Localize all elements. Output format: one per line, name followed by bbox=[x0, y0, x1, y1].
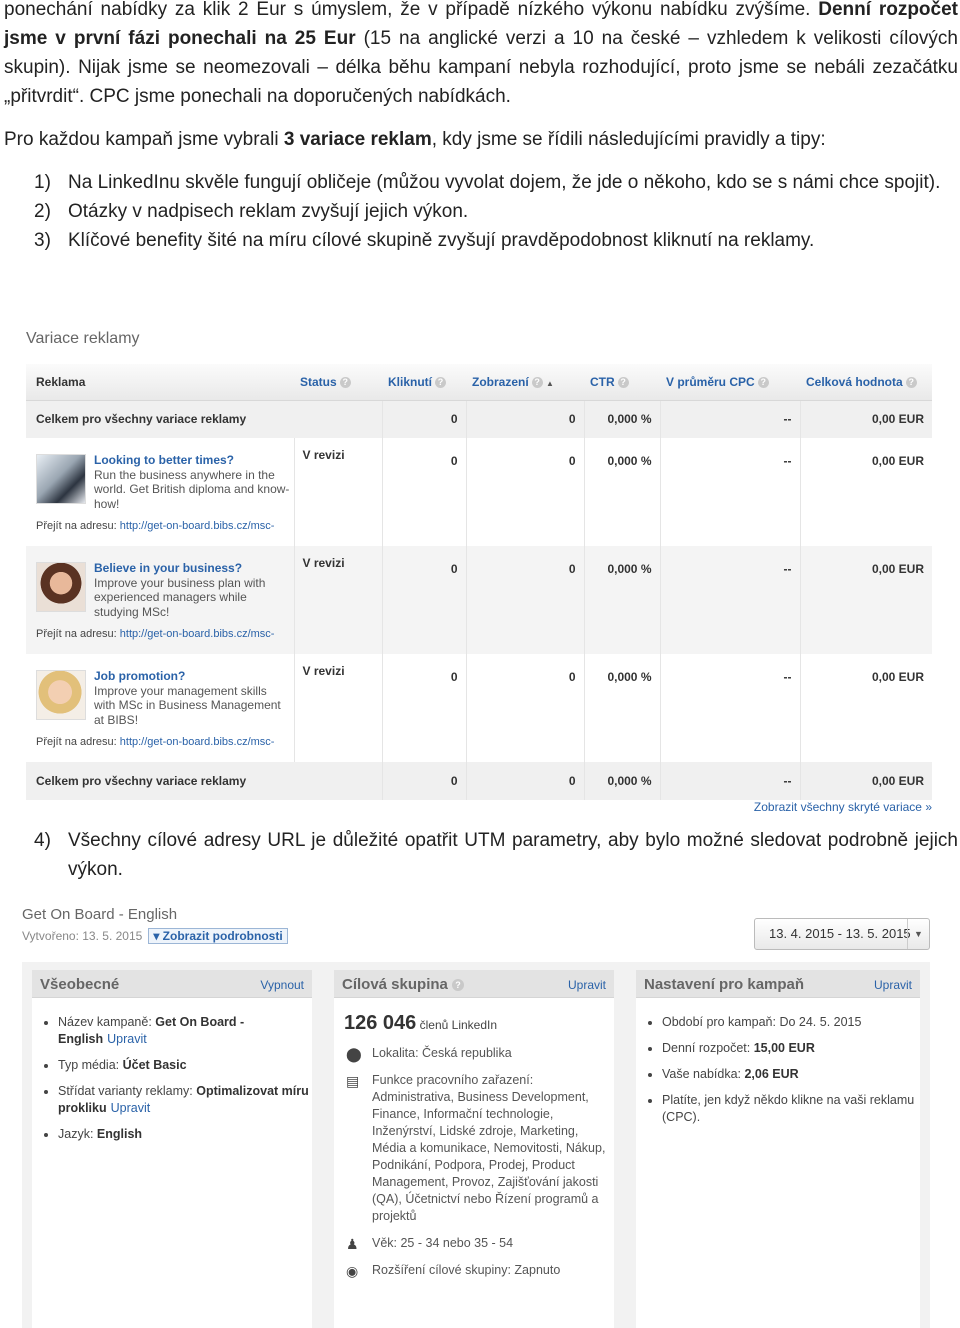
list-item bbox=[58, 1057, 312, 1074]
total-impressions: 0 bbox=[466, 762, 584, 800]
ad-url bbox=[36, 520, 292, 532]
ad-status: V revizi bbox=[294, 654, 382, 762]
total-clicks: 0 bbox=[382, 400, 466, 438]
criteria-location bbox=[334, 1045, 606, 1062]
ad-value: 0,00 EUR bbox=[800, 546, 932, 654]
panel-title: Nastavení pro kampaň bbox=[644, 976, 805, 993]
paragraph-variants bbox=[4, 125, 958, 154]
url-link[interactable]: http://get-on-board.bibs.cz/msc- bbox=[119, 520, 275, 532]
tips-list bbox=[0, 168, 958, 255]
audience-size bbox=[334, 998, 614, 1035]
col-status[interactable] bbox=[294, 364, 382, 400]
members-label: členů LinkedIn bbox=[416, 1018, 498, 1032]
list-item bbox=[0, 226, 958, 255]
criteria-text: Rozšíření cílové skupiny: Zapnuto bbox=[372, 1263, 561, 1277]
item-label: Typ média: bbox=[58, 1058, 123, 1072]
list-item bbox=[662, 1092, 920, 1126]
total-clicks: 0 bbox=[382, 762, 466, 800]
col-ctr[interactable] bbox=[584, 364, 660, 400]
expand-icon: ◉ bbox=[346, 1263, 359, 1279]
ad-text bbox=[94, 669, 290, 727]
help-icon[interactable]: ? bbox=[758, 377, 769, 388]
panel-general bbox=[32, 970, 312, 1328]
ad-text bbox=[94, 561, 290, 619]
button-label: Zobrazit podrobnosti bbox=[162, 929, 283, 943]
ad-impressions: 0 bbox=[466, 438, 584, 546]
criteria-age bbox=[334, 1235, 606, 1252]
turn-off-link[interactable]: Vypnout bbox=[260, 978, 304, 992]
criteria-expansion bbox=[334, 1262, 606, 1279]
item-label: Název kampaně: bbox=[58, 1015, 156, 1029]
text-run: ponechání nabídky za klik 2 Eur s úmyslem, že v případě nízkého výkonu nabídku zvýšíme. bbox=[4, 0, 819, 20]
url-label: Přejít na adresu: bbox=[36, 520, 117, 532]
edit-link[interactable]: Upravit bbox=[110, 1101, 151, 1115]
item-label: Střídat varianty reklamy: bbox=[58, 1084, 197, 1098]
panel-title: Všeobecné bbox=[40, 976, 120, 993]
ad-impressions: 0 bbox=[466, 654, 584, 762]
item-value: Účet Basic bbox=[122, 1058, 187, 1072]
panel-audience bbox=[334, 970, 614, 1328]
ad-title[interactable]: Believe in your business? bbox=[94, 561, 243, 575]
ad-value: 0,00 EUR bbox=[800, 438, 932, 546]
list-text: Všechny cílové adresy URL je důležité opatřit UTM parametry, aby bylo možné sledovat podrobně jejich výkon. bbox=[68, 830, 958, 880]
help-icon[interactable]: ? bbox=[435, 377, 446, 388]
list-number: 3) bbox=[34, 230, 51, 251]
item-label: Období pro kampaň: bbox=[662, 1015, 780, 1029]
campaign-screenshot bbox=[20, 900, 934, 1328]
ad-url bbox=[36, 736, 292, 748]
help-icon[interactable]: ? bbox=[452, 979, 464, 991]
total-ctr: 0,000 % bbox=[584, 400, 660, 438]
list-item bbox=[662, 1066, 920, 1083]
total-value: 0,00 EUR bbox=[800, 400, 932, 438]
ad-clicks: 0 bbox=[382, 654, 466, 762]
url-link[interactable]: http://get-on-board.bibs.cz/msc- bbox=[119, 628, 275, 640]
list-number: 4) bbox=[34, 830, 51, 851]
item-label: Jazyk: bbox=[58, 1127, 97, 1141]
general-list bbox=[32, 998, 312, 1143]
ad-variants-table bbox=[26, 364, 932, 800]
table-row-total bbox=[26, 762, 932, 800]
ad-preview[interactable] bbox=[26, 654, 294, 762]
list-item bbox=[662, 1040, 920, 1057]
ad-ctr: 0,000 % bbox=[584, 654, 660, 762]
list-text: Otázky v nadpisech reklam zvyšují jejich výkon. bbox=[68, 201, 469, 222]
table-row bbox=[26, 546, 932, 654]
ad-status: V revizi bbox=[294, 438, 382, 546]
item-value: 2,06 EUR bbox=[744, 1067, 799, 1081]
criteria-job-function bbox=[334, 1072, 606, 1225]
ad-description: Improve your business plan with experienced managers while studying MSc! bbox=[94, 575, 266, 619]
ad-url bbox=[36, 628, 292, 640]
ad-image bbox=[36, 670, 86, 720]
col-label: CTR bbox=[590, 374, 615, 389]
date-range-picker[interactable] bbox=[754, 918, 930, 950]
col-impressions[interactable] bbox=[466, 364, 584, 400]
id-card-icon: ▤ bbox=[346, 1073, 360, 1089]
list-item bbox=[0, 197, 958, 226]
ad-cpc: -- bbox=[660, 438, 800, 546]
panel-title bbox=[342, 976, 464, 993]
campaign-name: Get On Board - English bbox=[22, 906, 178, 923]
members-count: 126 046 bbox=[344, 1012, 417, 1034]
caret-down-icon: ▾ bbox=[153, 929, 163, 943]
ad-preview[interactable] bbox=[26, 546, 294, 654]
criteria-text: Funkce pracovního zařazení: Administrativa, Business Development, Finance, Informační technologie, Inženýrství, Lidské zdroje, Marketing, Média a komunikace, Nemovitosti, Nákup, Podnikání, Podpora, Prodej, Product Management, Provoz, Zajišťování jakosti (QA), Účetnictví nebo Řízení programů a projektů bbox=[372, 1073, 606, 1223]
criteria-text: Věk: 25 - 34 nebo 35 - 54 bbox=[372, 1236, 514, 1250]
ad-cpc: -- bbox=[660, 546, 800, 654]
col-label: Status bbox=[300, 374, 337, 389]
panel-campaign-settings bbox=[636, 970, 920, 1328]
show-details-button[interactable] bbox=[148, 928, 287, 944]
edit-link[interactable]: Upravit bbox=[873, 978, 912, 992]
panel-header bbox=[334, 970, 614, 998]
campaign-panels bbox=[22, 962, 930, 1328]
ad-image bbox=[36, 454, 86, 504]
total-label: Celkem pro všechny variace reklamy bbox=[26, 762, 382, 800]
help-icon[interactable]: ? bbox=[618, 377, 629, 388]
ad-impressions: 0 bbox=[466, 546, 584, 654]
col-ad[interactable]: Reklama bbox=[26, 364, 294, 400]
total-impressions: 0 bbox=[466, 400, 584, 438]
ad-description: Improve your management skills with MSc in Business Management at BIBS! bbox=[94, 683, 281, 727]
ad-clicks: 0 bbox=[382, 546, 466, 654]
col-total-value[interactable] bbox=[800, 364, 932, 400]
criteria-text: Lokalita: Česká republika bbox=[372, 1046, 512, 1060]
total-cpc: -- bbox=[660, 400, 800, 438]
item-value: Optimalizovat míru prokliku bbox=[58, 1084, 309, 1115]
url-label: Přejít na adresu: bbox=[36, 628, 117, 640]
created-date: Vytvořeno: 13. 5. 2015 bbox=[22, 929, 143, 943]
ad-ctr: 0,000 % bbox=[584, 546, 660, 654]
item-label: Vaše nabídka: bbox=[662, 1067, 745, 1081]
help-icon[interactable]: ? bbox=[906, 377, 917, 388]
item-label: Denní rozpočet: bbox=[662, 1041, 754, 1055]
ad-title[interactable]: Looking to better times? bbox=[94, 453, 235, 467]
text-run: (15 na anglické verzi a 10 na české – vzhledem k velikosti cílových skupin). Nijak jsme se neomezovali – délka běhu kampaní nebyla rozhodující, proto jsme se nebáli zezačátku „přitvrdit“. CPC jsme ponechali na doporučených nabídkách. bbox=[4, 28, 958, 107]
section-title: Variace reklamy bbox=[26, 330, 140, 347]
tips-list-continued bbox=[0, 826, 958, 884]
list-item bbox=[58, 1126, 312, 1143]
chevron-down-icon: ▼ bbox=[907, 919, 929, 949]
show-hidden-variants-link[interactable]: Zobrazit všechny skryté variace » bbox=[753, 800, 932, 814]
map-pin-icon: ⬤ bbox=[346, 1046, 362, 1062]
item-label: Platíte, jen když někdo klikne na vaši reklamu (CPC). bbox=[662, 1093, 915, 1124]
total-value: 0,00 EUR bbox=[800, 762, 932, 800]
panel-header bbox=[32, 970, 312, 998]
bold-run: 3 variace reklam bbox=[283, 129, 432, 150]
col-label: Zobrazení bbox=[472, 374, 529, 389]
table-row-total bbox=[26, 400, 932, 438]
ad-variants-screenshot bbox=[24, 322, 936, 822]
total-cpc: -- bbox=[660, 762, 800, 800]
paragraph-budget bbox=[4, 0, 958, 111]
text-run: , kdy jsme se řídili následujícími pravidly a tipy: bbox=[431, 129, 826, 150]
table-row bbox=[26, 654, 932, 762]
col-clicks[interactable] bbox=[382, 364, 466, 400]
url-label: Přejít na adresu: bbox=[36, 736, 117, 748]
table-header-row bbox=[26, 364, 932, 400]
ad-title[interactable]: Job promotion? bbox=[94, 669, 186, 683]
ad-cpc: -- bbox=[660, 654, 800, 762]
ad-value: 0,00 EUR bbox=[800, 654, 932, 762]
settings-list bbox=[636, 998, 920, 1126]
edit-link[interactable]: Upravit bbox=[107, 1032, 147, 1046]
list-item bbox=[662, 1014, 920, 1031]
list-text: Na LinkedInu skvěle fungují obličeje (můžou vyvolat dojem, že jde o někoho, kdo se s námi chce spojit). bbox=[68, 172, 941, 193]
item-value: Get On Board - English bbox=[58, 1015, 245, 1046]
ad-clicks: 0 bbox=[382, 438, 466, 546]
campaign-created bbox=[22, 928, 288, 944]
total-ctr: 0,000 % bbox=[584, 762, 660, 800]
item-value: 15,00 EUR bbox=[753, 1041, 815, 1055]
list-item bbox=[0, 168, 958, 197]
col-avg-cpc[interactable] bbox=[660, 364, 800, 400]
item-value: English bbox=[96, 1127, 143, 1141]
ad-status: V revizi bbox=[294, 546, 382, 654]
list-item bbox=[58, 1014, 312, 1048]
item-value: Do 24. 5. 2015 bbox=[779, 1015, 862, 1029]
list-text: Klíčové benefity šité na míru cílové skupině zvyšují pravděpodobnost kliknutí na reklamy. bbox=[68, 230, 815, 251]
table-row bbox=[26, 438, 932, 546]
ad-image bbox=[36, 562, 86, 612]
list-item bbox=[58, 1083, 312, 1117]
url-link[interactable]: http://get-on-board.bibs.cz/msc- bbox=[119, 736, 275, 748]
date-range-value: 13. 4. 2015 - 13. 5. 2015 bbox=[769, 926, 911, 941]
col-label: Kliknutí bbox=[388, 374, 432, 389]
col-label: Celková hodnota bbox=[806, 374, 903, 389]
edit-link[interactable]: Upravit bbox=[567, 978, 606, 992]
total-label: Celkem pro všechny variace reklamy bbox=[26, 400, 382, 438]
ad-description: Run the business anywhere in the world. Get British diploma and know-how! bbox=[94, 467, 290, 511]
list-number: 2) bbox=[34, 201, 51, 222]
ad-preview[interactable] bbox=[26, 438, 294, 546]
list-item bbox=[0, 826, 958, 884]
col-label: V průměru CPC bbox=[666, 374, 755, 389]
text-run: Pro každou kampaň jsme vybrali bbox=[4, 129, 284, 150]
sort-up-icon: ▲ bbox=[546, 378, 554, 388]
help-icon[interactable]: ? bbox=[532, 377, 543, 388]
ad-text bbox=[94, 453, 290, 511]
help-icon[interactable]: ? bbox=[340, 377, 351, 388]
people-icon: ♟ bbox=[346, 1236, 359, 1252]
panel-title-text: Cílová skupina bbox=[342, 976, 448, 993]
panel-header bbox=[636, 970, 920, 998]
ad-ctr: 0,000 % bbox=[584, 438, 660, 546]
list-number: 1) bbox=[34, 172, 51, 193]
bold-run: Denní rozpočet jsme v první fázi ponechali na 25 Eur bbox=[4, 0, 958, 49]
